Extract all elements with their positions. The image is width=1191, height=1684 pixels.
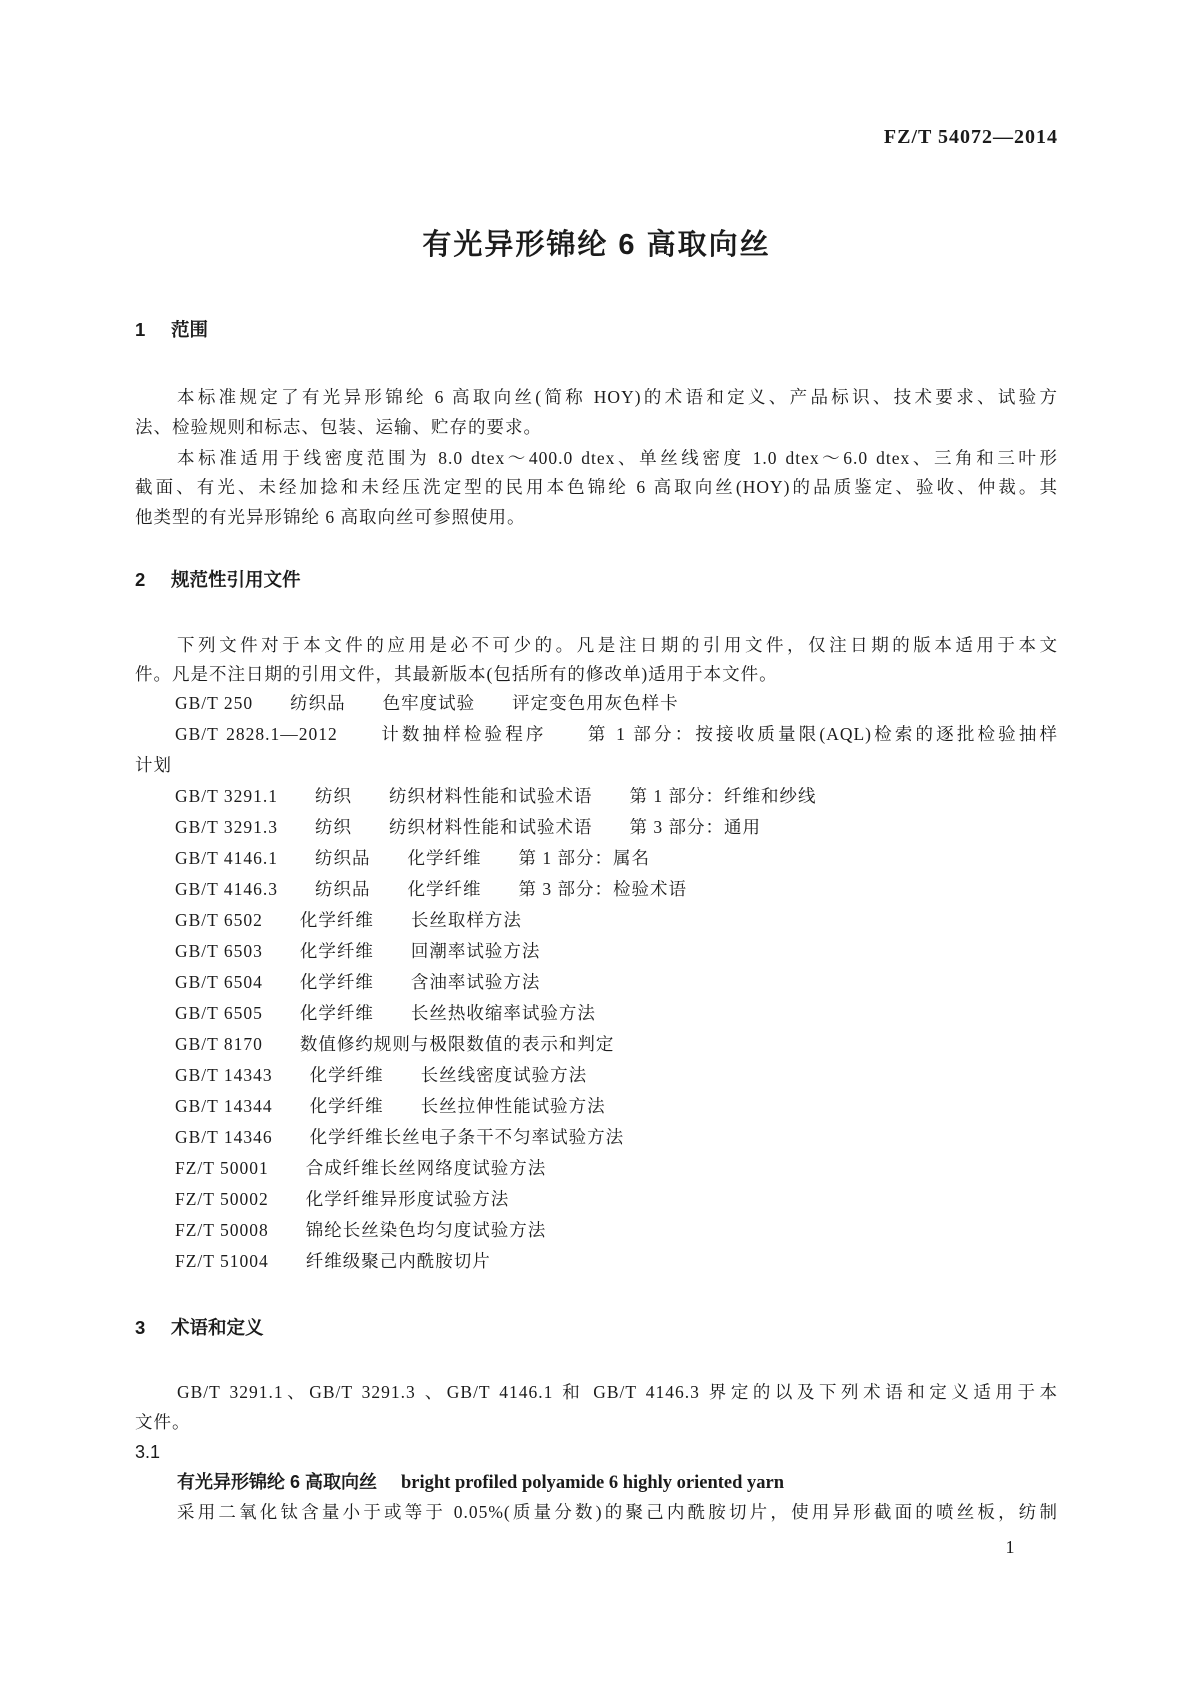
reference-line: GB/T 8170 数值修约规则与极限数值的表示和判定 xyxy=(175,1034,615,1054)
term-english: bright profiled polyamide 6 highly oriented yarn xyxy=(401,1473,785,1493)
paragraph-line: 他类型的有光异形锦纶 6 高取向丝可参照使用。 xyxy=(135,507,526,527)
reference-line: FZ/T 50002 化学纤维异形度试验方法 xyxy=(175,1189,510,1209)
section-2-number: 2 xyxy=(135,569,146,590)
paragraph-line: 本标准适用于线密度范围为 8.0 dtex～400.0 dtex、单丝线密度 1.0 dtex～6.0 dtex、三角和三叶形 xyxy=(177,448,1058,468)
section-3-number: 3 xyxy=(135,1317,146,1338)
reference-line-continuation: 计划 xyxy=(135,755,172,775)
reference-line: GB/T 14343 化学纤维 长丝线密度试验方法 xyxy=(175,1065,588,1085)
section-3-heading xyxy=(135,1313,1058,1343)
section-1-label: 范围 xyxy=(171,319,209,340)
paragraph-line: 下列文件对于本文件的应用是必不可少的。凡是注日期的引用文件，仅注日期的版本适用于本文 xyxy=(177,635,1058,655)
section-2-label: 规范性引用文件 xyxy=(171,569,301,590)
paragraph-line: 法、检验规则和标志、包装、运输、贮存的要求。 xyxy=(135,417,542,437)
definition-line: 采用二氧化钛含量小于或等于 0.05%(质量分数)的聚己内酰胺切片，使用异形截面的喷丝板，纺制 xyxy=(177,1502,1058,1522)
reference-line: GB/T 250 纺织品 色牢度试验 评定变色用灰色样卡 xyxy=(175,693,679,713)
term-chinese: 有光异形锦纶 6 高取向丝 xyxy=(177,1472,378,1492)
reference-line: GB/T 6504 化学纤维 含油率试验方法 xyxy=(175,972,541,992)
paragraph-line: 截面、有光、未经加捻和未经压洗定型的民用本色锦纶 6 高取向丝(HOY)的品质鉴定、验收、仲裁。其 xyxy=(135,477,1058,497)
reference-line: GB/T 6505 化学纤维 长丝热收缩率试验方法 xyxy=(175,1003,596,1023)
reference-line: GB/T 14346 化学纤维长丝电子条干不匀率试验方法 xyxy=(175,1127,625,1147)
paragraph-line: 本标准规定了有光异形锦纶 6 高取向丝(简称 HOY)的术语和定义、产品标识、技术要求、试验方 xyxy=(177,387,1058,407)
section-2-heading xyxy=(135,565,1058,595)
reference-line: FZ/T 51004 纤维级聚己内酰胺切片 xyxy=(175,1251,491,1271)
reference-line: GB/T 14344 化学纤维 长丝拉伸性能试验方法 xyxy=(175,1096,606,1116)
page-number: 1 xyxy=(1005,1537,1015,1557)
section-1-number: 1 xyxy=(135,319,146,340)
paragraph-line: 件。凡是不注日期的引用文件，其最新版本(包括所有的修改单)适用于本文件。 xyxy=(135,664,778,684)
document-title: 有光异形锦纶 6 高取向丝 xyxy=(422,229,771,261)
reference-line: GB/T 3291.1 纺织 纺织材料性能和试验术语 第 1 部分：纤维和纱线 xyxy=(175,786,817,806)
section-1-heading xyxy=(135,315,1058,345)
reference-line: GB/T 3291.3 纺织 纺织材料性能和试验术语 第 3 部分：通用 xyxy=(175,817,762,837)
term-definition-title xyxy=(177,1467,1058,1499)
paragraph-line: 文件。 xyxy=(135,1412,191,1432)
clause-number: 3.1 xyxy=(135,1442,161,1462)
reference-line: GB/T 4146.1 纺织品 化学纤维 第 1 部分：属名 xyxy=(175,848,651,868)
reference-line: FZ/T 50001 合成纤维长丝网络度试验方法 xyxy=(175,1158,547,1178)
reference-line: GB/T 6502 化学纤维 长丝取样方法 xyxy=(175,910,522,930)
reference-line: GB/T 6503 化学纤维 回潮率试验方法 xyxy=(175,941,541,961)
section-3-label: 术语和定义 xyxy=(171,1317,264,1338)
standard-code: FZ/T 54072—2014 xyxy=(883,126,1058,148)
paragraph-line: GB/T 3291.1、GB/T 3291.3 、GB/T 4146.1 和 GB/T 4146.3 界定的以及下列术语和定义适用于本 xyxy=(177,1382,1058,1402)
reference-line: GB/T 4146.3 纺织品 化学纤维 第 3 部分：检验术语 xyxy=(175,879,688,899)
reference-line: GB/T 2828.1—2012 计数抽样检验程序 第 1 部分：按接收质量限(AQL)检索的逐批检验抽样 xyxy=(175,724,1058,744)
reference-line: FZ/T 50008 锦纶长丝染色均匀度试验方法 xyxy=(175,1220,547,1240)
